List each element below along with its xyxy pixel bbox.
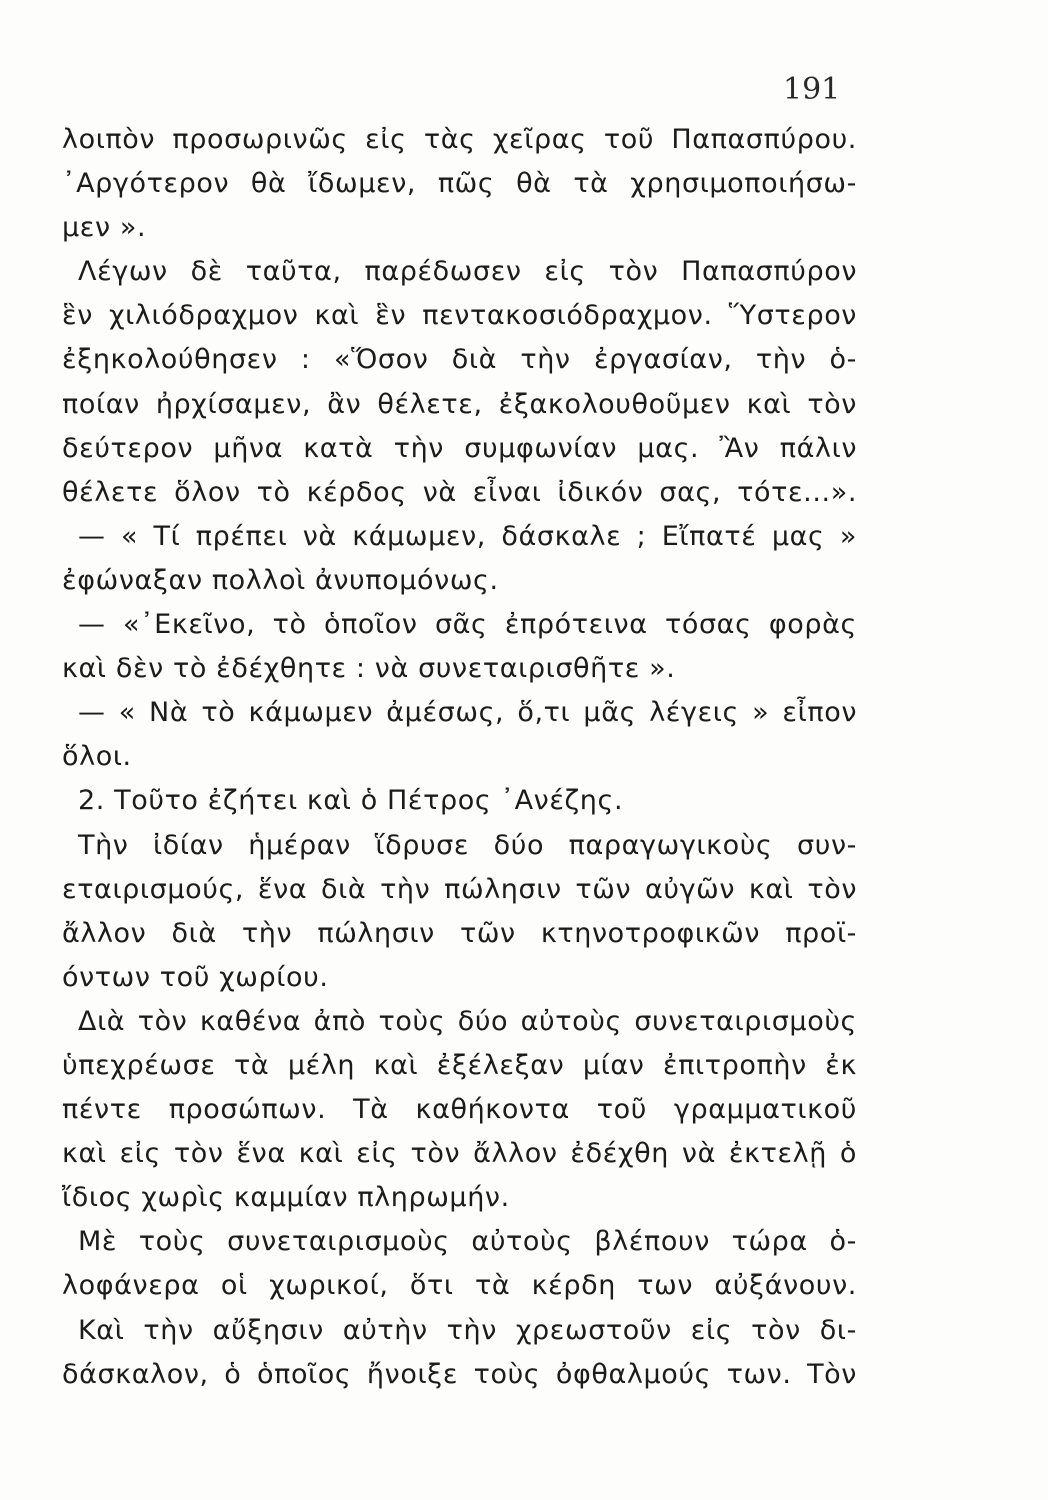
- text-line: ὑπεχρέωσε τὰ μέλη καὶ ἐξέλεξαν μίαν ἐπιτροπὴν ἐκ: [62, 1049, 857, 1081]
- text-line: — « Νὰ τὸ κάμωμεν ἀμέσως, ὅ,τι μᾶς λέγεις » εἶπον: [78, 697, 857, 729]
- text-line: Διὰ τὸν καθένα ἀπὸ τοὺς δύο αὐτοὺς συνεταιρισμοὺς: [78, 1005, 857, 1037]
- body-text: [62, 118, 857, 1397]
- text-line: καὶ δὲν τὸ ἐδέχθητε : νὰ συνεταιρισθῆτε ».: [62, 653, 676, 685]
- text-line: όντων τοῦ χωρίου.: [62, 961, 329, 993]
- text-line: ἐφώναξαν πολλοὶ ἀνυπομόνως.: [62, 564, 499, 596]
- text-line: ᾽Αργότερον θὰ ἴδωμεν, πῶς θὰ τὰ χρησιμοποιήσω-: [62, 168, 857, 200]
- text-line: 2. Τοῦτο ἐζήτει καὶ ὁ Πέτρος ᾽Ανέζης.: [78, 785, 624, 817]
- text-line: καὶ εἰς τὸν ἕνα καὶ εἰς τὸν ἄλλον ἐδέχθη νὰ ἐκτελῇ ὁ: [62, 1138, 857, 1170]
- text-line: ἴδιος χωρὶς καμμίαν πληρωμήν.: [62, 1182, 510, 1214]
- text-line: ἄλλον διὰ τὴν πώλησιν τῶν κτηνοτροφικῶν προϊ-: [62, 917, 857, 949]
- text-line: δάσκαλον, ὁ ὁποῖος ἤνοιξε τοὺς ὀφθαλμούς των. Τὸν: [62, 1358, 857, 1390]
- text-line: Καὶ τὴν αὔξησιν αὐτὴν τὴν χρεωστοῦν εἰς τὸν δι-: [78, 1314, 857, 1346]
- text-line: πέντε προσώπων. Τὰ καθήκοντα τοῦ γραμματικοῦ: [62, 1094, 857, 1126]
- text-line: ποίαν ἠρχίσαμεν, ἂν θέλετε, ἐξακολουθοῦμεν καὶ τὸν: [62, 388, 857, 420]
- text-line: Μὲ τοὺς συνεταιρισμοὺς αὐτοὺς βλέπουν τώρα ὁ-: [78, 1226, 857, 1258]
- text-line: δεύτερον μῆνα κατὰ τὴν συμφωνίαν μας. Ἂν πάλιν: [62, 432, 857, 464]
- text-line: ὅλοι.: [62, 741, 132, 773]
- text-line: ἐξηκολούθησεν : «Ὅσον διὰ τὴν ἐργασίαν, τὴν ὁ-: [62, 344, 857, 376]
- text-line: μεν ».: [62, 212, 147, 244]
- text-line: Τὴν ἰδίαν ἡμέραν ἵδρυσε δύο παραγωγικοὺς συν-: [78, 829, 857, 861]
- page-number: 191: [783, 72, 841, 107]
- text-line: Λέγων δὲ ταῦτα, παρέδωσεν εἰς τὸν Παπασπύρον: [78, 256, 857, 288]
- text-line: θέλετε ὅλον τὸ κέρδος νὰ εἶναι ἰδικόν σας, τότε...».: [62, 476, 857, 508]
- text-line: ἓν χιλιόδραχμον καὶ ἓν πεντακοσιόδραχμον. Ὕστερον: [62, 300, 857, 332]
- text-line: λοφάνερα οἱ χωρικοί, ὅτι τὰ κέρδη των αὐξάνουν.: [62, 1270, 857, 1302]
- text-line: εταιρισμούς, ἕνα διὰ τὴν πώλησιν τῶν αὐγῶν καὶ τὸν: [62, 873, 857, 905]
- text-line: — « Τί πρέπει νὰ κάμωμεν, δάσκαλε ; Εἴπατέ μας »: [78, 520, 857, 552]
- text-line: λοιπὸν προσωρινῶς εἰς τὰς χεῖρας τοῦ Παπασπύρου.: [62, 124, 857, 155]
- text-line: — «᾽Εκεῖνο, τὸ ὁποῖον σᾶς ἐπρότεινα τόσας φορὰς: [78, 609, 857, 641]
